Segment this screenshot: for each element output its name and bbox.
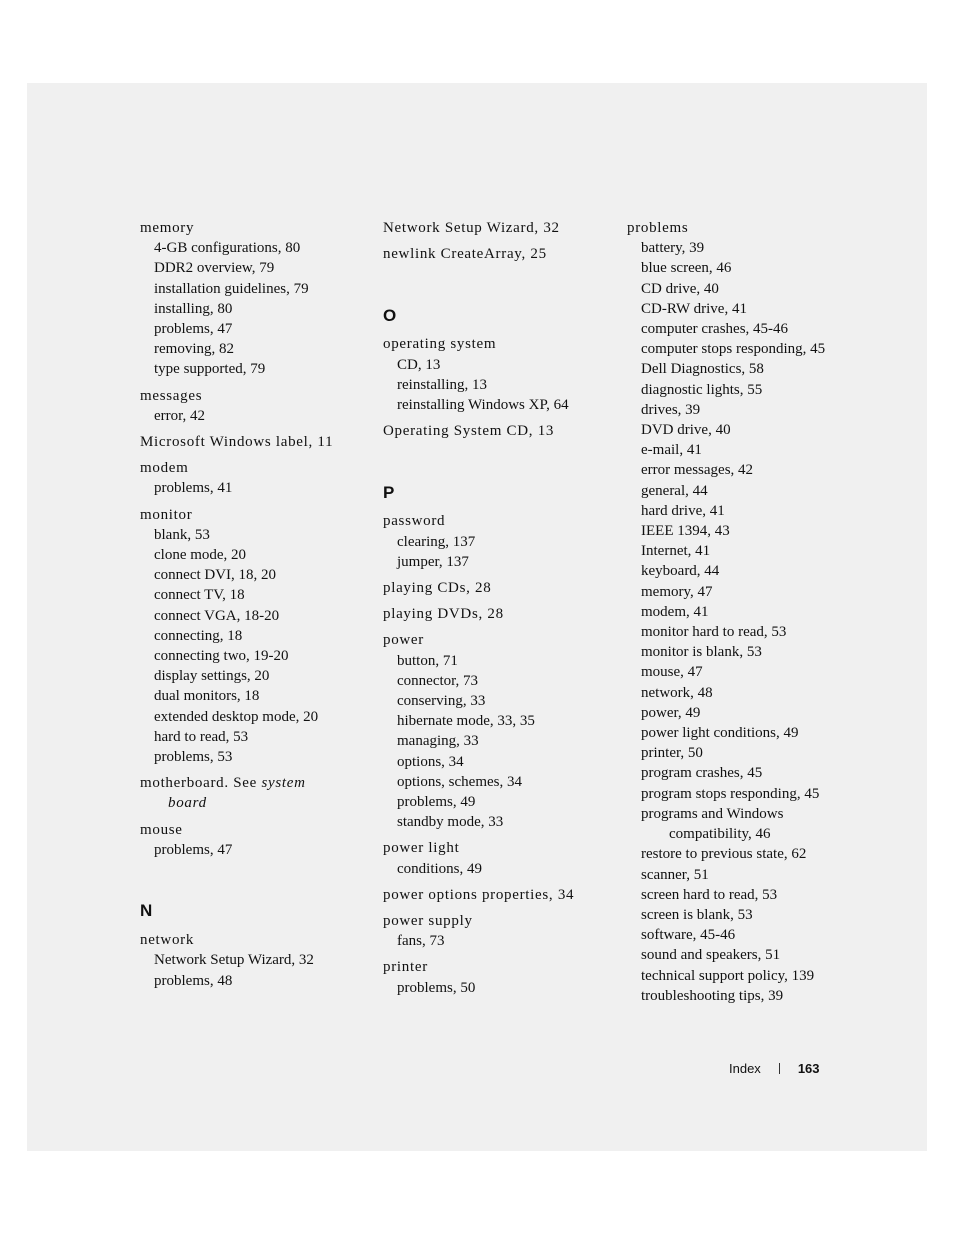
index-term: operating system [383, 336, 497, 353]
index-subterm: problems, 49 [397, 794, 476, 811]
index-subterm: connecting two, 19-20 [154, 648, 289, 665]
index-subterm: type supported, 79 [154, 361, 266, 378]
index-subterm: jumper, 137 [397, 553, 469, 570]
index-term: playing CDs, 28 [383, 580, 492, 597]
index-entry [383, 604, 608, 624]
index-subterm-continued: compatibility, 46 [669, 826, 771, 843]
index-subterm: printer, 50 [641, 745, 703, 762]
index-subterm: error, 42 [154, 407, 206, 424]
index-entry [140, 458, 365, 498]
index-subterm: reinstalling, 13 [397, 376, 487, 393]
index-subterm: screen is blank, 53 [641, 906, 753, 923]
index-subterm: connect DVI, 18, 20 [154, 567, 277, 584]
index-subterm: Network Setup Wizard, 32 [154, 952, 314, 969]
index-subterm: screen hard to read, 53 [641, 886, 778, 903]
index-subterm: blue screen, 46 [641, 260, 732, 277]
index-letter-heading: O [383, 306, 397, 326]
footer-section-label: Index [729, 1061, 761, 1076]
index-term: Microsoft Windows label, 11 [140, 434, 334, 451]
index-subterm: battery, 39 [641, 240, 705, 257]
index-term: playing DVDs, 28 [383, 606, 504, 623]
index-subterm: display settings, 20 [154, 668, 270, 685]
index-letter-group [383, 483, 608, 503]
index-subterm: DVD drive, 40 [641, 422, 731, 439]
index-subterm: modem, 41 [641, 603, 709, 620]
index-entry [383, 218, 608, 238]
index-term [140, 773, 365, 793]
index-subterm: CD drive, 40 [641, 280, 719, 297]
index-subterm: monitor hard to read, 53 [641, 624, 787, 641]
footer-separator [779, 1063, 780, 1074]
index-term: problems [627, 220, 689, 236]
index-subterm: problems, 47 [154, 321, 233, 338]
index-subterm: connect VGA, 18-20 [154, 607, 280, 624]
index-subterm: hibernate mode, 33, 35 [397, 713, 535, 730]
index-subterm: problems, 47 [154, 841, 233, 858]
index-entry [140, 820, 365, 860]
index-subterm: reinstalling Windows XP, 64 [397, 397, 569, 414]
index-term-text: motherboard. See [140, 775, 262, 792]
index-entry [383, 957, 608, 997]
index-term: power light [383, 840, 460, 857]
index-subterm: computer stops responding, 45 [641, 341, 826, 358]
index-subterm: programs and Windows [641, 805, 784, 822]
index-entry [383, 885, 608, 905]
index-subterm: DDR2 overview, 79 [154, 260, 275, 277]
index-letter-group [140, 901, 365, 921]
index-subterm: program crashes, 45 [641, 765, 763, 782]
index-term: modem [140, 460, 189, 477]
index-subterm: clearing, 137 [397, 533, 476, 550]
index-subterm: clone mode, 20 [154, 547, 247, 564]
index-term: power options properties, 34 [383, 886, 575, 903]
index-subterm: troubleshooting tips, 39 [641, 987, 784, 1004]
index-subterm: CD-RW drive, 41 [641, 300, 747, 317]
index-column-1 [140, 218, 365, 991]
index-entry [383, 630, 608, 832]
see-reference: system [261, 775, 306, 792]
index-subterm: standby mode, 33 [397, 814, 504, 831]
index-subterm: dual monitors, 18 [154, 688, 260, 705]
index-subterm: mouse, 47 [641, 664, 703, 681]
index-subterm: blank, 53 [154, 526, 210, 543]
index-term: Operating System CD, 13 [383, 423, 555, 440]
index-entry [140, 505, 365, 768]
page-footer [729, 1061, 820, 1076]
index-term: network [140, 932, 195, 949]
index-subterm: power light conditions, 49 [641, 725, 799, 742]
index-entry [383, 838, 608, 878]
index-entry [383, 911, 608, 951]
index-subterm: power, 49 [641, 704, 701, 721]
index-term: mouse [140, 821, 183, 838]
index-subterm: sound and speakers, 51 [641, 947, 781, 964]
index-subterm: fans, 73 [397, 933, 445, 950]
index-term: Network Setup Wizard, 32 [383, 220, 560, 236]
index-subterm: network, 48 [641, 684, 713, 701]
index-subterm: Internet, 41 [641, 543, 711, 560]
index-subterm: diagnostic lights, 55 [641, 381, 763, 398]
index-subterm: Dell Diagnostics, 58 [641, 361, 764, 378]
index-term: printer [383, 959, 428, 976]
index-subterm: restore to previous state, 62 [641, 846, 807, 863]
index-entry [140, 773, 365, 813]
index-subterm: software, 45-46 [641, 927, 736, 944]
index-term: newlink CreateArray, 25 [383, 246, 547, 263]
see-reference-continued: board [168, 795, 207, 812]
index-subterm: problems, 53 [154, 749, 233, 766]
index-subterm: removing, 82 [154, 341, 234, 358]
index-subterm: monitor is blank, 53 [641, 644, 762, 661]
index-entry [140, 930, 365, 991]
index-subterm: installing, 80 [154, 300, 233, 317]
index-term: messages [140, 387, 203, 404]
index-subterm: managing, 33 [397, 733, 479, 750]
index-subterm: CD, 13 [397, 356, 441, 373]
index-subterm: connector, 73 [397, 672, 479, 689]
index-subterm: hard drive, 41 [641, 502, 725, 519]
index-subterm: memory, 47 [641, 583, 713, 600]
index-subterm: connecting, 18 [154, 627, 243, 644]
index-letter-group [383, 306, 608, 326]
page-number: 163 [797, 1061, 820, 1076]
index-subterm: conserving, 33 [397, 693, 486, 710]
index-entry [140, 386, 365, 426]
index-subterm: options, schemes, 34 [397, 773, 522, 790]
index-subterm: drives, 39 [641, 401, 701, 418]
index-letter-heading: P [383, 483, 395, 503]
index-subterm: problems, 48 [154, 972, 233, 989]
index-letter-heading: N [140, 901, 153, 921]
index-subterm: problems, 41 [154, 480, 233, 497]
index-subterm: options, 34 [397, 753, 464, 770]
index-subterm: IEEE 1394, 43 [641, 523, 730, 540]
index-subterm: extended desktop mode, 20 [154, 708, 319, 725]
index-subterm: general, 44 [641, 482, 708, 499]
index-subterm: keyboard, 44 [641, 563, 720, 580]
index-term: monitor [140, 506, 193, 523]
index-subterm: button, 71 [397, 652, 458, 669]
index-entry [140, 218, 365, 380]
index-subterm: error messages, 42 [641, 462, 754, 479]
index-entry [627, 218, 857, 1006]
index-term: power [383, 632, 424, 649]
index-column-3 [627, 218, 857, 1006]
index-entry [383, 511, 608, 572]
index-entry [383, 334, 608, 415]
index-subterm: installation guidelines, 79 [154, 280, 309, 297]
index-subterm: hard to read, 53 [154, 728, 249, 745]
index-subterm: technical support policy, 139 [641, 967, 815, 984]
index-term: password [383, 513, 446, 530]
index-entry [383, 244, 608, 264]
index-entry [140, 432, 365, 452]
index-entry [383, 578, 608, 598]
index-subterm: conditions, 49 [397, 860, 482, 877]
index-entry [383, 421, 608, 441]
index-subterm: connect TV, 18 [154, 587, 245, 604]
index-subterm: computer crashes, 45-46 [641, 321, 789, 338]
index-subterm: e-mail, 41 [641, 442, 702, 459]
index-subterm: program stops responding, 45 [641, 785, 820, 802]
index-subterm: scanner, 51 [641, 866, 709, 883]
index-column-2 [383, 218, 608, 998]
index-term: memory [140, 220, 195, 236]
index-subterm: problems, 50 [397, 979, 476, 996]
index-subterm: 4-GB configurations, 80 [154, 240, 301, 257]
index-term: power supply [383, 913, 473, 930]
